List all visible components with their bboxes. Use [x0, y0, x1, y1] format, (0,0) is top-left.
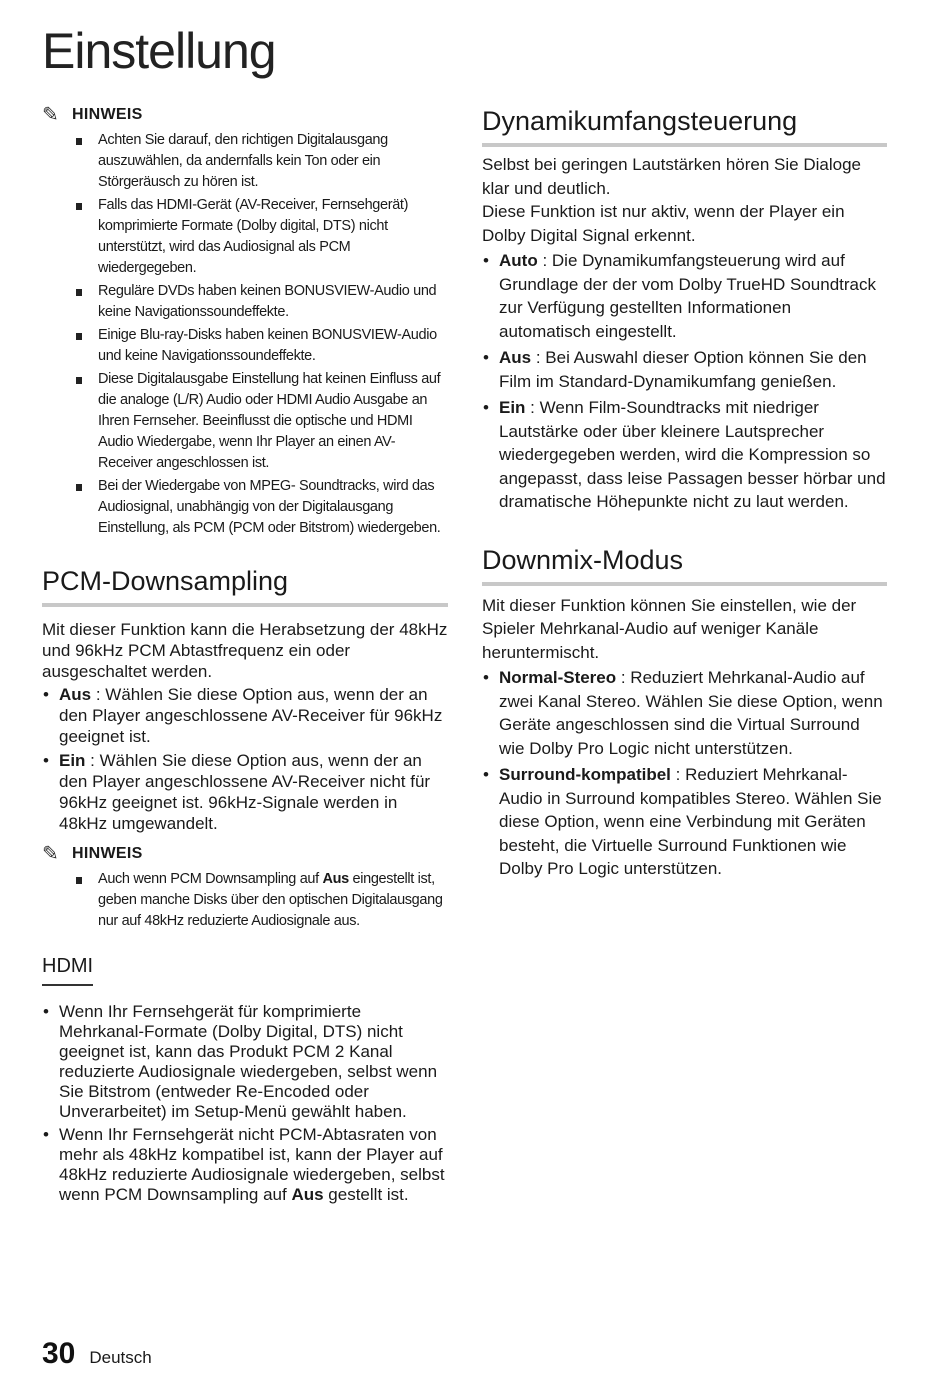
list-item: • Surround-kompatibel : Reduziert Mehrkanal-Audio in Surround kompatibles Stereo. Wählen Sie diese Option, wenn eine Verbindung mit Geräten besteht, die Virtuelle Surround Funktionen wie Dolby Pro Logic unterstützen. [483, 765, 882, 878]
dyn-intro-2: Diese Funktion ist nur aktiv, wenn der Player ein Dolby Digital Signal erkennt. [482, 202, 845, 245]
note-item: Auch wenn PCM Downsampling auf Aus eingestellt ist, geben manche Disks über den optischen Digitalausgang nur auf 48kHz reduzierte Audiosignale aus. [76, 869, 448, 932]
pencil-note-icon: ✎ [42, 843, 59, 865]
square-bullet-icon [76, 377, 82, 384]
page-number: 30 [42, 1337, 76, 1370]
note-item: Achten Sie darauf, den richtigen Digitalausgang auszuwählen, da andernfalls kein Ton oder ein Störgeräusch zu hören ist. [76, 130, 448, 193]
bullet-icon: • [483, 398, 489, 417]
right-column [482, 106, 887, 884]
page-language: Deutsch [89, 1348, 152, 1367]
hdmi-list [42, 1002, 448, 1205]
dyn-option-list [482, 249, 887, 514]
bullet-icon: • [43, 751, 49, 770]
bullet-icon: • [483, 251, 489, 270]
list-item: • Wenn Ihr Fernsehgerät nicht PCM-Abtasraten von mehr als 48kHz kompatibel ist, kann der Player auf 48kHz reduzierte Audiosignale wiedergeben, selbst wenn PCM Downsampling auf Aus gestellt ist. [43, 1125, 445, 1204]
bullet-icon: • [43, 685, 49, 704]
section-title-downmix-modus: Downmix-Modus [482, 545, 887, 586]
note-box [42, 841, 448, 932]
note-list [42, 130, 448, 539]
square-bullet-icon [76, 289, 82, 296]
downmix-intro: Mit dieser Funktion können Sie einstellen, wie der Spieler Mehrkanal-Audio auf weniger Kanäle heruntermischt. [482, 595, 857, 662]
note-header [42, 841, 448, 867]
page-footer [42, 1337, 152, 1371]
note-title: HINWEIS [72, 845, 143, 862]
left-column [42, 102, 448, 1208]
dyn-intro-1: Selbst bei geringen Lautstärken hören Sie Dialoge klar und deutlich. [482, 155, 861, 198]
list-item: • Auto : Die Dynamikumfangsteuerung wird auf Grundlage der der vom Dolby TrueHD Soundtrack zur Verfügung gestellten Informationen automatisch eingestellt. [483, 251, 877, 341]
square-bullet-icon [76, 138, 82, 145]
note-title: HINWEIS [72, 106, 143, 123]
section-title-pcm-downsampling: PCM-Downsampling [42, 566, 448, 607]
note-item: Einige Blu-ray-Disks haben keinen BONUSVIEW-Audio und keine Navigationssoundeffekte. [76, 325, 448, 367]
pcm-intro: Mit dieser Funktion kann die Herabsetzung der 48kHz und 96kHz PCM Abtastfrequenz ein oder ausgeschaltet werden. [42, 620, 448, 681]
list-item: • Ein : Wenn Film-Soundtracks mit niedriger Lautstärke oder über kleinere Lautsprecher wiedergegeben werden, wird die Kompression so angepasst, dass leise Passagen besser hörbar und dramatische Höhepunkte nicht zu laut werden. [483, 398, 886, 511]
pcm-option-list [42, 684, 448, 834]
bullet-icon: • [43, 1002, 49, 1021]
bullet-icon: • [483, 668, 489, 687]
note-item: Bei der Wiedergabe von MPEG- Soundtracks, wird das Audiosignal, unabhängig von der Digitalausgang Einstellung, als PCM (PCM oder Bitstrom) wiedergeben. [76, 476, 448, 539]
note-list [42, 869, 448, 932]
note-box [42, 102, 448, 539]
bullet-icon: • [43, 1125, 49, 1144]
section-title-dynamikumfangsteuerung: Dynamikumfangsteuerung [482, 106, 887, 147]
list-item: • Aus : Wählen Sie diese Option aus, wenn der an den Player angeschlossene AV-Receiver für 96kHz geeignet ist. [43, 685, 443, 746]
list-item: • Wenn Ihr Fernsehgerät für komprimierte Mehrkanal-Formate (Dolby Digital, DTS) nicht geeignet ist, kann das Produkt PCM 2 Kanal reduzierte Audiosignale wiedergeben, selbst wenn Sie Bitstrom (entweder Re-Encoded oder Unverarbeitet) im Setup-Menü gewählt haben. [43, 1002, 438, 1121]
square-bullet-icon [76, 333, 82, 340]
square-bullet-icon [76, 484, 82, 491]
note-header [42, 102, 448, 128]
section-title-hdmi: HDMI [42, 955, 93, 986]
note-item: Diese Digitalausgabe Einstellung hat keinen Einfluss auf die analoge (L/R) Audio oder HDMI Audio Ausgabe an Ihren Fernseher. Beeinflusst die optische und HDMI Audio Wiedergabe, wenn Ihr Player an einen AV-Receiver angeschlossen ist. [76, 369, 448, 474]
note-item: Falls das HDMI-Gerät (AV-Receiver, Fernsehgerät) komprimierte Formate (Dolby digital, DTS) nicht unterstützt, wird das Audiosignal als PCM wiedergegeben. [76, 195, 448, 279]
downmix-option-list [482, 666, 887, 881]
bullet-icon: • [483, 348, 489, 367]
note-item: Reguläre DVDs haben keinen BONUSVIEW-Audio und keine Navigationssoundeffekte. [76, 281, 448, 323]
pencil-note-icon: ✎ [42, 104, 59, 126]
page-title: Einstellung [42, 23, 276, 79]
square-bullet-icon [76, 203, 82, 210]
square-bullet-icon [76, 877, 82, 884]
bullet-icon: • [483, 765, 489, 784]
list-item: • Ein : Wählen Sie diese Option aus, wenn der an den Player angeschlossene AV-Receiver nicht für 96kHz geeignet ist. 96kHz-Signale werden in 48kHz umgewandelt. [43, 751, 431, 833]
list-item: • Normal-Stereo : Reduziert Mehrkanal-Audio auf zwei Kanal Stereo. Wählen Sie diese Option, wenn Geräte angeschlossen sind die Virtual Surround wie Dolby Pro Logic nicht unterstützen. [483, 668, 883, 758]
list-item: • Aus : Bei Auswahl dieser Option können Sie den Film im Standard-Dynamikumfang genießen. [483, 348, 867, 391]
